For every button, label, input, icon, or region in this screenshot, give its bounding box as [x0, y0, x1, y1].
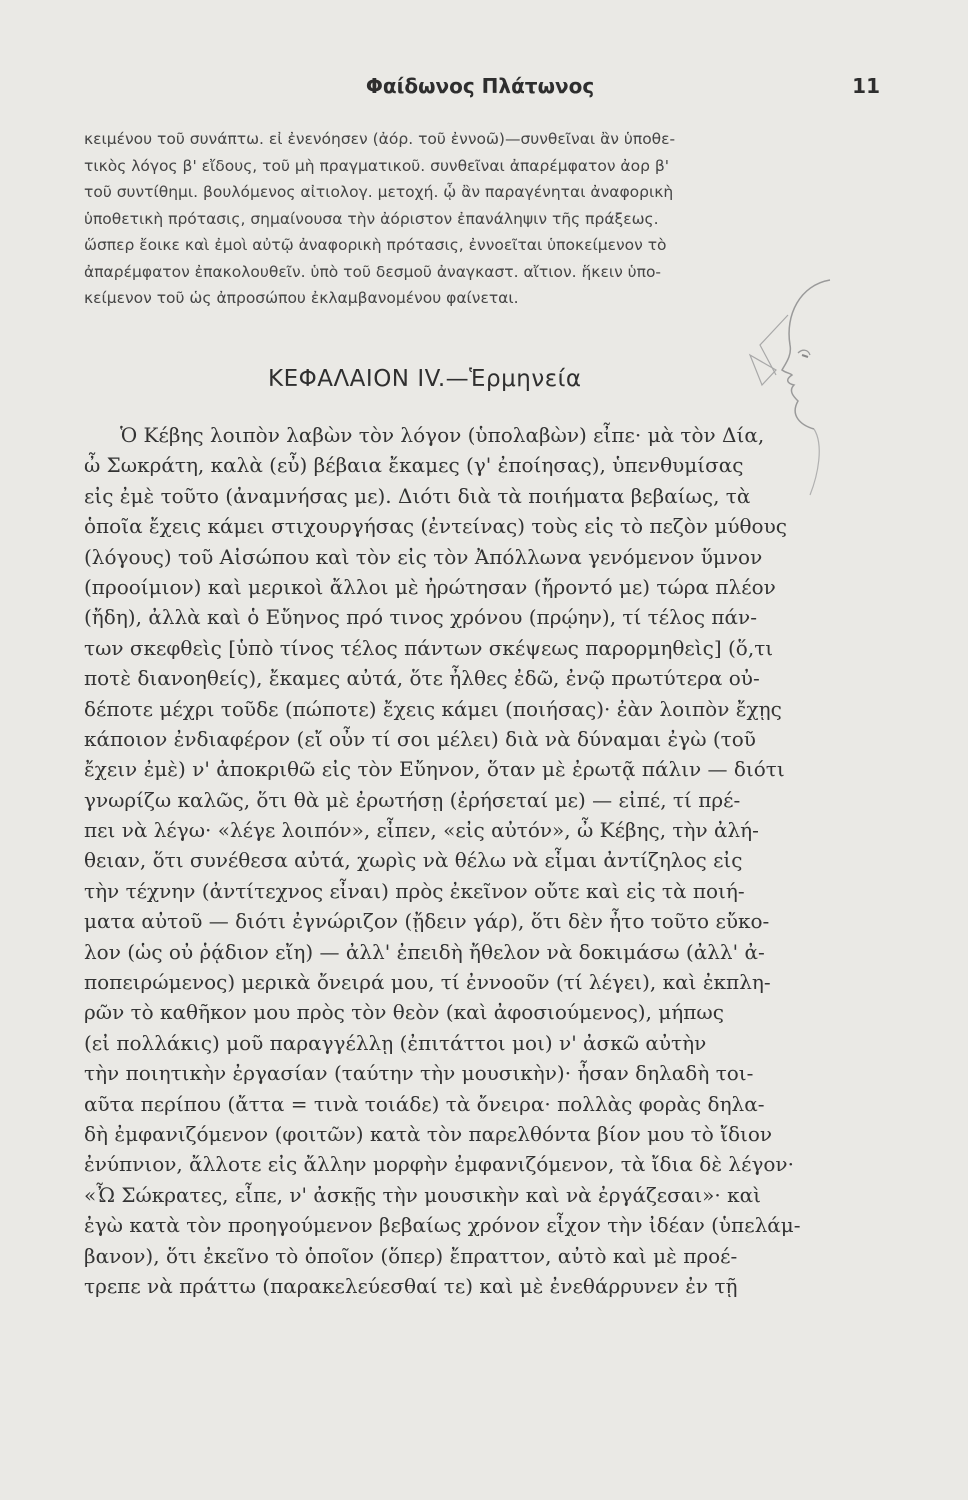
- text-line: αῦτα περίπου (ἄττα = τινὰ τοιάδε) τὰ ὄνειρα· πολλὰς φορὰς δηλα-: [84, 1091, 765, 1116]
- running-header: [80, 74, 880, 104]
- text-line: Ὁ Κέβης λοιπὸν λαβὼν τὸν λόγον (ὑπολαβὼν) εἶπε· μὰ τὸν Δία,: [120, 423, 765, 447]
- note-line: κείμενον τοῦ ὡς ἀπροσώπου ἐκλαμβανομένου φαίνεται.: [84, 289, 519, 307]
- text-line: ὁποῖα ἔχεις κάμει στιχουργήσας (ἐντείνας) τοὺς εἰς τὸ πεζὸν μύθους: [84, 514, 787, 539]
- note-line: τοῦ συντίθημι. βουλόμενος αἰτιολογ. μετοχή. ᾧ ἂν παραγένηται ἀναφορικὴ: [84, 183, 674, 201]
- text-line: λον (ὡς οὐ ῥᾴδιον εἴη) — ἀλλ' ἐπειδὴ ἤθελον νὰ δοκιμάσω (ἀλλ' ἀ-: [84, 939, 765, 964]
- text-line: δέποτε μέχρι τοῦδε (πώποτε) ἔχεις κάμει (ποιήσας)· ἐὰν λοιπὸν ἔχῃς: [84, 696, 782, 721]
- text-line: ποτὲ διανοηθείς), ἔκαμες αὐτά, ὅτε ἦλθες ἐδῶ, ἐνῷ πρωτύτερα οὐ-: [84, 666, 760, 691]
- text-line: πει νὰ λέγω· «λέγε λοιπόν», εἶπεν, «εἰς αὐτόν», ὦ Κέβης, τὴν ἀλή-: [84, 818, 759, 843]
- text-line: βανον), ὅτι ἐκεῖνο τὸ ὁποῖον (ὅπερ) ἔπραττον, αὐτὸ καὶ μὲ προέ-: [84, 1243, 738, 1268]
- text-line: ποπειρώμενος) μερικὰ ὄνειρά μου, τί ἐννοοῦν (τί λέγει), καὶ ἐκπλη-: [84, 970, 771, 995]
- text-line: ἐνύπνιον, ἄλλοτε εἰς ἄλλην μορφὴν ἐμφανιζόμενον, τὰ ἴδια δὲ λέγον·: [84, 1152, 794, 1177]
- text-line: (ἤδη), ἀλλὰ καὶ ὁ Εὔηνος πρό τινος χρόνου (πρῴην), τί τέλος πάν-: [84, 605, 757, 630]
- text-line: ρῶν τὸ καθῆκον μου πρὸς τὸν θεὸν (καὶ ἀφοσιούμενος), μήπως: [84, 1000, 724, 1025]
- text-line: ματα αὐτοῦ — διότι ἐγνώριζον (ᾔδειν γάρ), ὅτι δὲν ἦτο τοῦτο εὔκο-: [84, 909, 770, 934]
- text-line: τὴν ποιητικὴν ἐργασίαν (ταύτην τὴν μουσικὴν)· ἦσαν δηλαδὴ τοι-: [84, 1061, 754, 1086]
- text-line: γνωρίζω καλῶς, ὅτι θὰ μὲ ἐρωτήσῃ (ἐρήσεταί με) — εἰπέ, τί πρέ-: [84, 787, 741, 812]
- text-line: τὴν τέχνην (ἀντίτεχνος εἶναι) πρὸς ἐκεῖνον οὔτε καὶ εἰς τὰ ποιή-: [84, 878, 745, 903]
- text-line: κάποιον ἐνδιαφέρον (εἴ οὖν τί σοι μέλει) διὰ νὰ δύναμαι ἐγὼ (τοῦ: [84, 726, 756, 751]
- note-line: ὑποθετικὴ πρότασις, σημαίνουσα τὴν ἀόριστον ἐπανάληψιν τῆς πράξεως.: [84, 209, 659, 228]
- main-text: [84, 420, 844, 1301]
- text-line: (προοίμιον) καὶ μερικοὶ ἄλλοι μὲ ἠρώτησαν (ἤροντό με) τώρα πλέον: [84, 574, 776, 599]
- text-line: θειαν, ὅτι συνέθεσα αὐτά, χωρὶς νὰ θέλω νὰ εἶμαι ἀντίζηλος εἰς: [84, 848, 743, 873]
- text-line: «Ὦ Σώκρατες, εἶπε, ν' ἀσκῇς τὴν μουσικὴν καὶ νὰ ἐργάζεσαι»· καὶ: [84, 1182, 761, 1207]
- text-line: ἐγὼ κατὰ τὸν προηγούμενον βεβαίως χρόνον εἶχον τὴν ἰδέαν (ὑπελάμ-: [84, 1213, 801, 1238]
- text-line: (λόγους) τοῦ Αἰσώπου καὶ τὸν εἰς τὸν Ἀπόλλωνα γενόμενον ὕμνον: [84, 544, 763, 569]
- note-line: ἀπαρέμφατον ἐπακολουθεῖν. ὑπὸ τοῦ δεσμοῦ ἀναγκαστ. αἴτιον. ἥκειν ὑπο-: [84, 262, 662, 281]
- running-title: Φαίδωνος Πλάτωνος: [365, 74, 595, 98]
- text-line: δὴ ἐμφανιζόμενον (φοιτῶν) κατὰ τὸν παρελθόντα βίον μου τὸ ἴδιον: [84, 1121, 773, 1146]
- text-line: των σκεφθεὶς [ὑπὸ τίνος τέλος πάντων σκέψεως παρορμηθεὶς] (ὅ,τι: [84, 635, 774, 660]
- note-line: τικὸς λόγος β' εἴδους, τοῦ μὴ πραγματικοῦ. συνθεῖναι ἀπαρέμφατον ἀορ β': [84, 156, 670, 175]
- page-number: 11: [852, 74, 880, 98]
- note-line: ὥσπερ ἔοικε καὶ ἐμοὶ αὐτῷ ἀναφορικὴ πρότασις, ἐννοεῖται ὑποκείμενον τὸ: [84, 236, 667, 254]
- text-line: ἔχειν ἐμὲ) ν' ἀποκριθῶ εἰς τὸν Εὔηνον, ὅταν μὲ ἐρωτᾷ πάλιν — διότι: [84, 757, 785, 782]
- text-line: ὦ Σωκράτη, καλὰ (εὖ) βέβαια ἔκαμες (γ' ἐποίησας), ὑπενθυμίσας: [84, 453, 744, 478]
- text-line: τρεπε νὰ πράττω (παρακελεύεσθαί τε) καὶ μὲ ἐνεθάρρυνεν ἐν τῇ: [84, 1273, 738, 1298]
- chapter-heading: ΚΕΦΑΛΑΙΟΝ IV.—Ἑρμηνεία: [268, 366, 582, 392]
- note-line: κειμένου τοῦ συνάπτω. εἰ ἐνενόησεν (ἀόρ. τοῦ ἐννοῶ)—συνθεῖναι ἂν ὑποθε-: [84, 130, 676, 148]
- text-line: εἰς ἐμὲ τοῦτο (ἀναμνήσας με). Διότι διὰ τὰ ποιήματα βεβαίως, τὰ: [84, 483, 751, 508]
- text-line: (εἰ πολλάκις) μοῦ παραγγέλλῃ (ἐπιτάττοι μοι) ν' ἀσκῶ αὐτὴν: [84, 1030, 707, 1055]
